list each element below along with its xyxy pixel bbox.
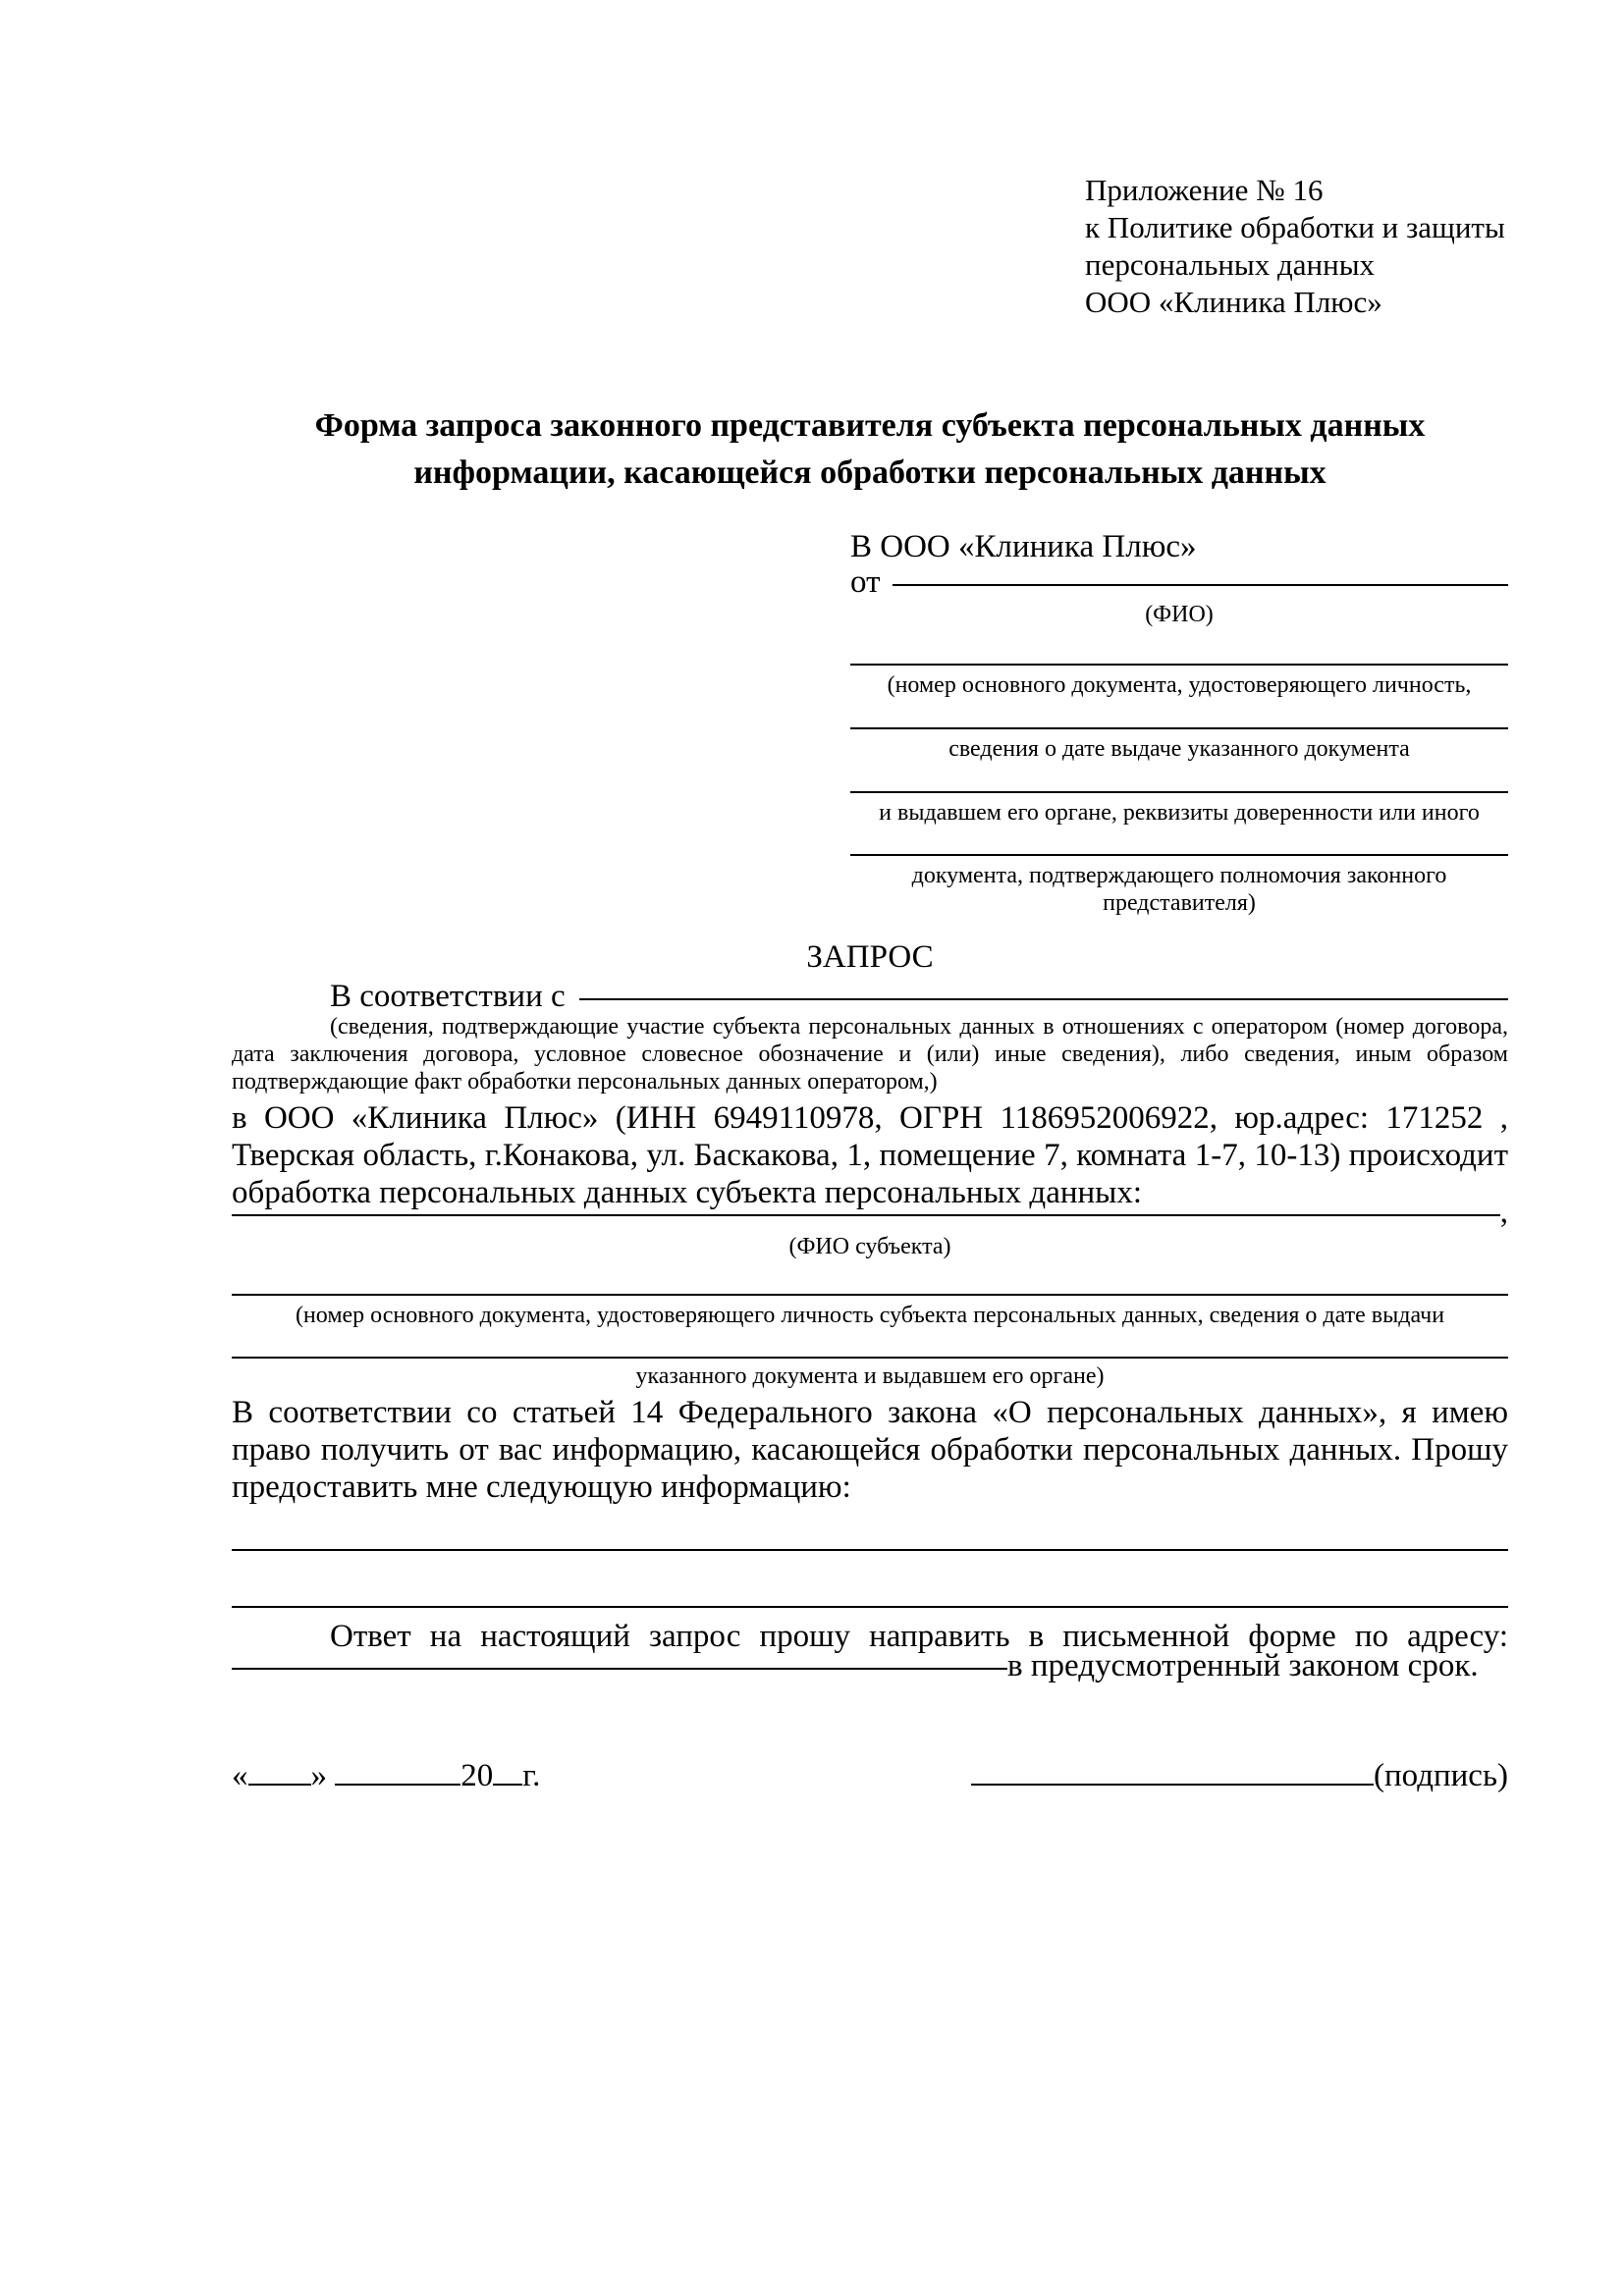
- representative-doc-caption-2: сведения о дате выдаче указанного документа: [948, 736, 1410, 762]
- date-year-prefix: 20: [460, 1758, 494, 1793]
- accordance-line: [232, 978, 1508, 1014]
- appendix-number: Приложение № 16: [1085, 173, 1324, 207]
- signature-caption: (подпись): [1374, 1758, 1508, 1793]
- appendix-header: [1085, 172, 1527, 321]
- subject-doc-caption-2: указанного документа и выдавшем его органе): [635, 1363, 1105, 1389]
- appendix-company: ООО «Клиника Плюс»: [1085, 285, 1382, 319]
- from-fill-in-line: [893, 583, 1509, 586]
- fio-subject-line: [232, 1194, 1508, 1230]
- subject-doc-fill-line-1: [232, 1264, 1508, 1296]
- info-fill-line-1: [232, 1520, 1508, 1551]
- appendix-policy-line: к Политике обработки и защиты: [1085, 210, 1505, 244]
- date-signature-row: [232, 1757, 1508, 1794]
- representative-doc-caption-1: (номер основного документа, удостоверяющего личность,: [887, 672, 1472, 698]
- representative-doc-fill-line-1: [850, 636, 1508, 666]
- addressee-to: В ООО «Клиника Плюс»: [850, 529, 1197, 564]
- representative-doc-caption-3: и выдавшем его органе, реквизиты доверенности или иного: [879, 800, 1480, 826]
- document-title-line1: Форма запроса законного представителя субъекта персональных данных: [314, 407, 1426, 444]
- from-label: от: [850, 564, 881, 600]
- date-quote-close: »: [310, 1758, 327, 1793]
- fio-subject-caption: (ФИО субъекта): [788, 1234, 951, 1259]
- document-title: [232, 402, 1508, 497]
- document-title-line2: информации, касающейся обработки персональных данных: [413, 454, 1326, 491]
- date-day-blank: [248, 1782, 311, 1786]
- subject-doc-fill-line-2: [232, 1327, 1508, 1359]
- subject-doc-caption-1: (номер основного документа, удостоверяющего личность субъекта персональных данных, сведения о дате выдачи: [295, 1303, 1445, 1328]
- representative-doc-fill-line-2: [850, 700, 1508, 729]
- signature-blank: [971, 1782, 1374, 1786]
- appendix-policy-line2: персональных данных: [1085, 247, 1376, 282]
- signature-group: [971, 1757, 1508, 1794]
- date-month-blank: [335, 1782, 460, 1786]
- date-group: [232, 1757, 540, 1794]
- representative-doc-fill-line-3: [850, 764, 1508, 793]
- accordance-label: В соответствии с: [330, 979, 566, 1014]
- addressee-from-line: [850, 563, 1508, 600]
- accordance-fill-in-line: [579, 997, 1508, 1000]
- answer-address-line: [232, 1647, 1508, 1681]
- info-fill-line-2: [232, 1576, 1508, 1608]
- answer-paragraph: Ответ на настоящий запрос прошу направить в письменной форме по адресу:: [330, 1619, 1508, 1654]
- fio-caption: (ФИО): [1145, 602, 1214, 627]
- answer-tail: в предусмотренный законом срок.: [1007, 1648, 1479, 1683]
- operator-paragraph: в ООО «Клиника Плюс» (ИНН 6949110978, ОГРН 1186952006922, юр.адрес: 171252 , Тверская область, г.Конакова, ул. Баскакова, 1, помещение 7, комната 1-7, 10-13) происходит обработка персональных данных субъекта персональных данных:: [232, 1100, 1508, 1210]
- representative-doc-fill-line-4: [850, 827, 1508, 856]
- law-paragraph: В соответствии со статьей 14 Федерального закона «О персональных данных», я имею право получить от вас информацию, касающейся обработки персональных данных. Прошу предоставить мне следующую информацию:: [232, 1395, 1508, 1505]
- address-fill-in-line: [232, 1667, 1007, 1670]
- accordance-caption: (сведения, подтверждающие участие субъекта персональных данных в отношениях с оператором (номер договора, дата заключения договора, условное словесное обозначение и (или) иные сведения), либо сведения, иным образом подтверждающие факт обработки персональных данных оператором,): [232, 1014, 1508, 1095]
- date-quote-open: «: [232, 1758, 248, 1793]
- date-year-blank: [493, 1782, 522, 1786]
- fio-subject-comma: ,: [1499, 1195, 1508, 1230]
- fio-subject-fill-in-line: [232, 1213, 1500, 1216]
- request-heading: ЗАПРОС: [806, 939, 934, 975]
- date-year-suffix: г.: [522, 1758, 541, 1793]
- representative-doc-caption-4: документа, подтверждающего полномочия законного представителя): [911, 863, 1447, 916]
